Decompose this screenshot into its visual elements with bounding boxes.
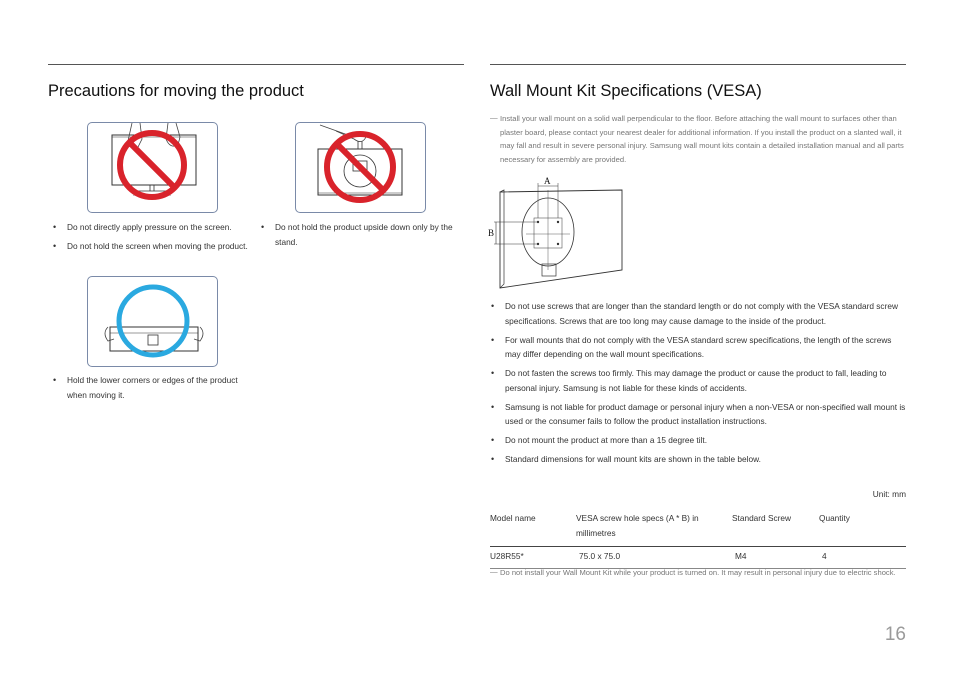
cell-model: U28R55* (490, 551, 524, 561)
note-top-text: Install your wall mount on a solid wall perpendicular to the floor. Before attaching the wall mount to surfaces other than plaster board, please contact your nearest dealer for additional information. If you install the product on a slanted wall, it may fall and result in severe personal injury. Samsung wall mount kits contain a detailed installation manual and all parts necessary for assembly are provided. (500, 114, 904, 164)
illustration-hold-corners (87, 276, 218, 367)
list-item: • Do not hold the screen when moving the product. (48, 239, 253, 254)
table-header-row (490, 507, 906, 547)
note-dash: ― (490, 113, 498, 122)
bullets-hold-corners (48, 373, 253, 407)
list-item: • Do not fasten the screws too firmly. This may damage the product or cause the product to fall, leading to personal injury. Samsung is not liable for these kinds of accidents. (486, 366, 906, 395)
monitor-hold-corners-icon (88, 277, 217, 366)
page-number: 16 (884, 624, 906, 645)
note-bottom (490, 566, 906, 580)
left-section-title: Precautions for moving the product (48, 82, 304, 100)
note-bottom-text: Do not install your Wall Mount Kit while your product is turned on. It may result in personal injury due to electric shock. (500, 568, 896, 577)
list-item: • Standard dimensions for wall mount kits are shown in the table below. (486, 452, 906, 467)
cell-screw: M4 (735, 551, 747, 561)
left-top-rule (48, 64, 464, 65)
list-item: • Samsung is not liable for product damage or personal injury when a non-VESA or non-specified wall mount is used or the consumer fails to follow the product installation instructions. (486, 400, 906, 429)
diagram-label-a: A (544, 176, 551, 186)
vesa-bullets (486, 299, 906, 471)
bullets-upside-down (256, 220, 461, 254)
header-model-name: Model name (490, 513, 536, 523)
monitor-press-icon (88, 123, 217, 212)
note-top (490, 112, 906, 166)
illustration-press-screen (87, 122, 218, 213)
right-top-rule (490, 64, 906, 65)
list-item: • Do not mount the product at more than a 15 degree tilt. (486, 433, 906, 448)
cell-quantity: 4 (822, 551, 827, 561)
list-item: • Hold the lower corners or edges of the product when moving it. (48, 373, 253, 402)
vesa-diagram (486, 174, 626, 292)
diagram-label-b: B (488, 228, 495, 238)
list-item: • Do not use screws that are longer than the standard length or do not comply with the VESA standard screw specifications. Screws that are too long may cause damage to the inside of the product. (486, 299, 906, 328)
list-item: • Do not hold the product upside down only by the stand. (256, 220, 461, 249)
cell-vesa: 75.0 x 75.0 (579, 551, 621, 561)
list-item: • Do not directly apply pressure on the screen. (48, 220, 253, 235)
vesa-spec-table (490, 507, 906, 569)
header-standard-screw: Standard Screw (732, 513, 792, 523)
bullets-press-screen (48, 220, 253, 258)
monitor-upside-down-icon (296, 123, 425, 212)
header-vesa-specs: VESA screw hole specs (A * B) in millimetres (576, 513, 699, 538)
right-section-title: Wall Mount Kit Specifications (VESA) (490, 82, 762, 100)
header-quantity: Quantity (819, 513, 850, 523)
unit-label: Unit: mm (872, 489, 906, 499)
list-item: • For wall mounts that do not comply with the VESA standard screw specifications, the length of the screws may differ depending on the wall mount specifications. (486, 333, 906, 362)
note-dash: ― (490, 567, 498, 576)
illustration-upside-down (295, 122, 426, 213)
